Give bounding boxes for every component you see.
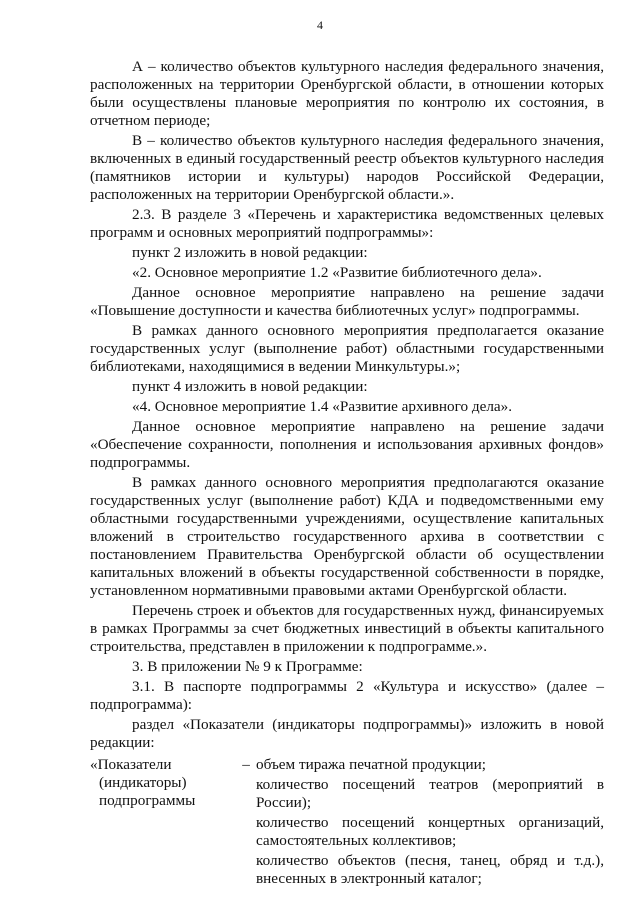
paragraph: Данное основное мероприятие направлено на решение задачи «Обеспечение сохранности, пополнения и использования архивных фондов» подпрограммы. [90, 418, 604, 471]
paragraph: В – количество объектов культурного наследия федерального значения, включенных в единый государственный реестр объектов культурного наследия (памятников истории и культуры) народов Российской Федерации, расположенных на территории Оренбургской области.». [90, 132, 604, 203]
indicators-label-line: подпрограммы [99, 792, 196, 809]
indicator-item: количество посещений концертных организаций, самостоятельных коллективов; [256, 814, 604, 849]
paragraph: Данное основное мероприятие направлено на решение задачи «Повышение доступности и качества библиотечных услуг» подпрограммы. [90, 284, 604, 319]
paragraph: А – количество объектов культурного наследия федерального значения, расположенных на территории Оренбургской области, в отношении которых были осуществлены плановые мероприятия по контролю их состояния, в отчетном периоде; [90, 58, 604, 129]
indicators-label [90, 756, 236, 890]
indicators-label-line: «Показатели [90, 756, 172, 773]
paragraph: В рамках данного основного мероприятия предполагается оказание государственных услуг (выполнение работ) областными государственными библиотеками, находящимися в ведении Минкультуры.»; [90, 322, 604, 375]
document-body [90, 58, 604, 890]
paragraph: пункт 2 изложить в новой редакции: [132, 244, 368, 261]
indicator-item: количество объектов (песня, танец, обряд и т.д.), внесенных в электронный каталог; [256, 852, 604, 887]
paragraph: 3.1. В паспорте подпрограммы 2 «Культура и искусство» (далее – подпрограмма): [90, 678, 604, 713]
paragraph: 3. В приложении № 9 к Программе: [132, 658, 363, 675]
paragraph: раздел «Показатели (индикаторы подпрограммы)» изложить в новой редакции: [90, 716, 604, 751]
indicators-list [256, 756, 604, 890]
paragraph: Перечень строек и объектов для государственных нужд, финансируемых в рамках Программы за счет бюджетных инвестиций в объекты капитального строительства, представлен в приложении к подпрограмме.». [90, 602, 604, 655]
paragraph: «2. Основное мероприятие 1.2 «Развитие библиотечного дела». [132, 264, 542, 281]
paragraph: «4. Основное мероприятие 1.4 «Развитие архивного дела». [132, 398, 513, 415]
paragraph: В рамках данного основного мероприятия предполагаются оказание государственных услуг (выполнение работ) КДА и подведомственными ему областными государственными учреждениями, осуществление капитальных вложений в строительство государственного архива в соответствии с постановлением Правительства Оренбургской области об осуществлении капитальных вложений в объекты государственной собственности в порядке, установленном нормативными правовыми актами Оренбургской области. [90, 474, 604, 599]
indicators-dash: – [242, 756, 250, 773]
indicators-label-line: (индикаторы) [99, 774, 187, 791]
paragraph: пункт 4 изложить в новой редакции: [132, 378, 368, 395]
indicators-table [90, 756, 604, 890]
indicator-item: количество посещений театров (мероприятий в России); [256, 776, 604, 811]
page-number: 4 [317, 18, 323, 32]
paragraph: 2.3. В разделе 3 «Перечень и характеристика ведомственных целевых программ и основных мероприятий подпрограммы»: [90, 206, 604, 241]
indicator-item: объем тиража печатной продукции; [256, 756, 487, 773]
